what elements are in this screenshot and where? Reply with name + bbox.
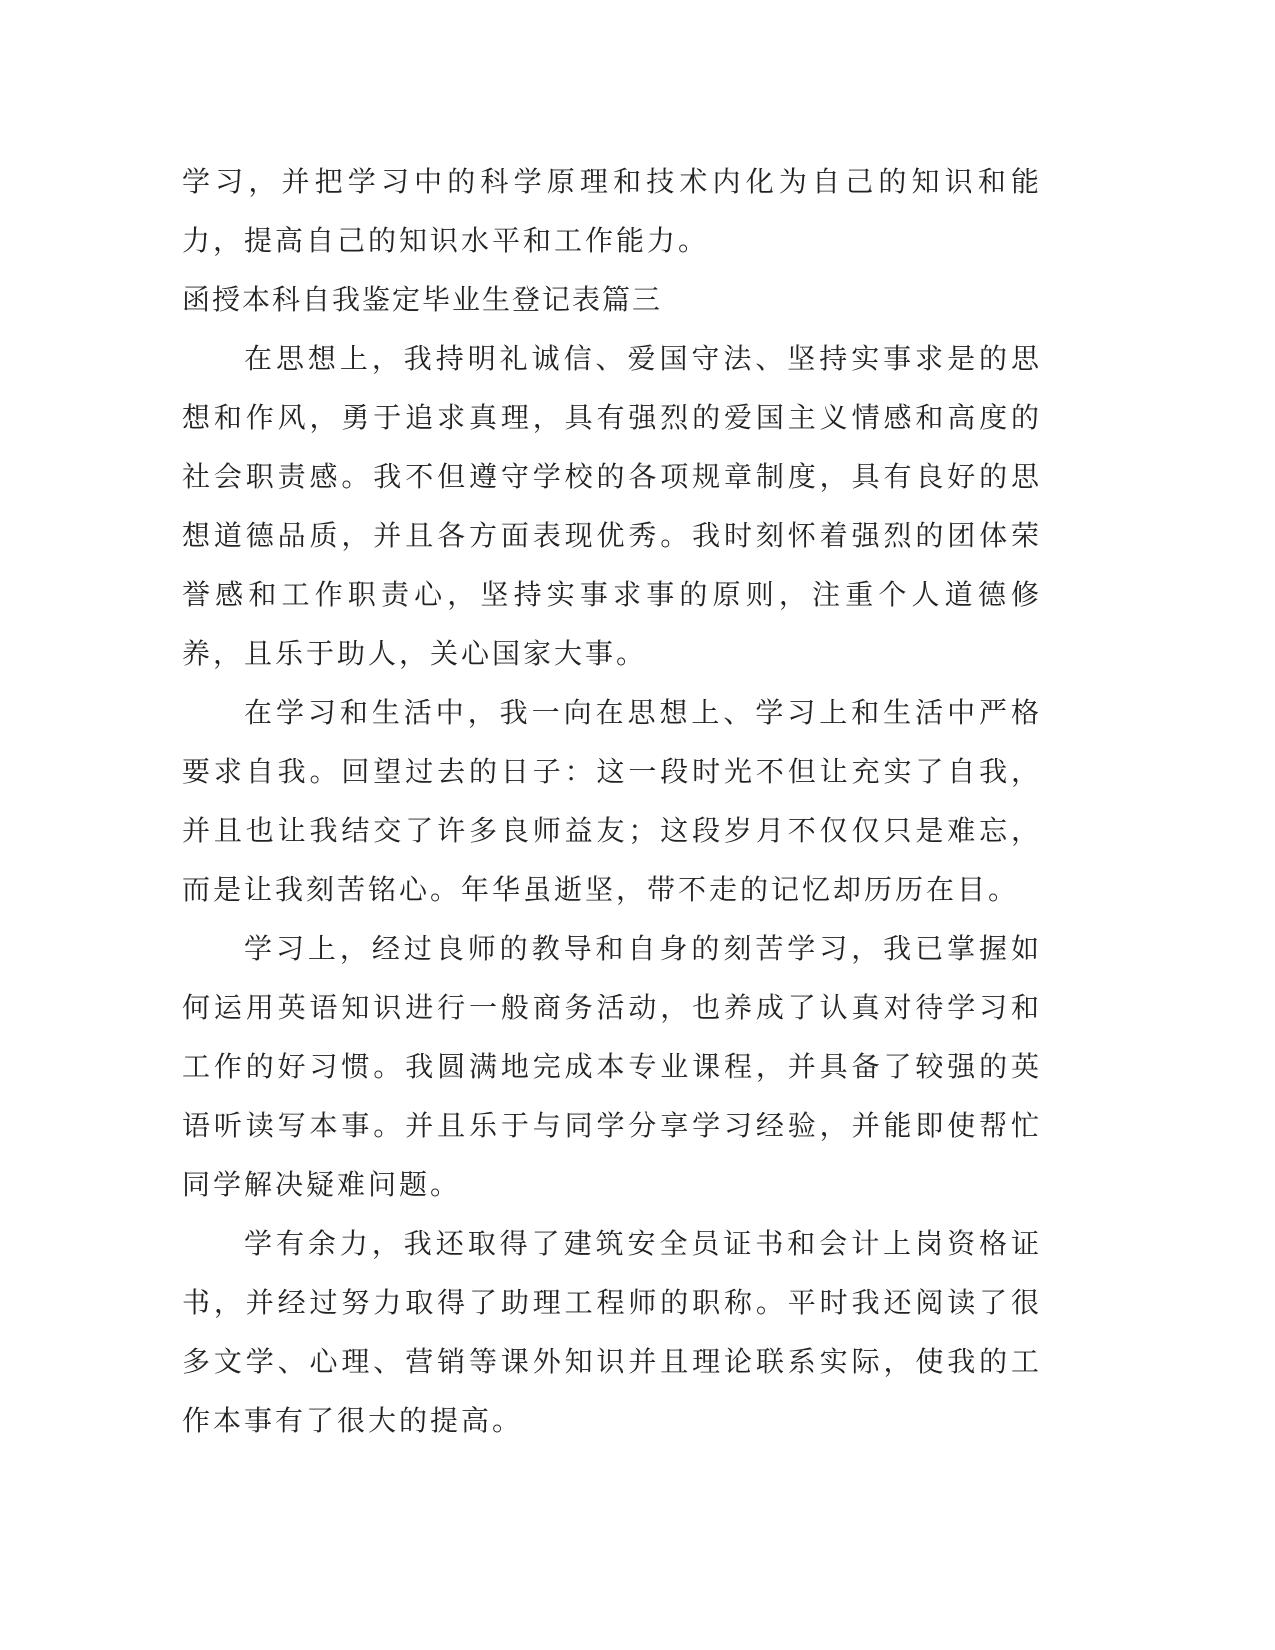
paragraph-extra: 学有余力，我还取得了建筑安全员证书和会计上岗资格证书，并经过努力取得了助理工程师的职称。平时我还阅读了很多文学、心理、营销等课外知识并且理论联系实际，使我的工作本事有了很大的提高。 [182,1227,1042,1437]
section-heading: 函授本科自我鉴定毕业生登记表篇三 [182,283,663,316]
paragraph-continuation: 学习，并把学习中的科学原理和技术内化为自己的知识和能力，提高自己的知识水平和工作能力。 [182,165,1042,257]
document-body [182,152,1042,1450]
paragraph-thought: 在思想上，我持明礼诚信、爱国守法、坚持实事求是的思想和作风，勇于追求真理，具有强烈的爱国主义情感和高度的社会职责感。我不但遵守学校的各项规章制度，具有良好的思想道德品质，并且各方面表现优秀。我时刻怀着强烈的团体荣誉感和工作职责心，坚持实事求事的原则，注重个人道德修养，且乐于助人，关心国家大事。 [182,342,1042,670]
paragraph-study: 学习上，经过良师的教导和自身的刻苦学习，我已掌握如何运用英语知识进行一般商务活动，也养成了认真对待学习和工作的好习惯。我圆满地完成本专业课程，并具备了较强的英语听读写本事。并且乐于与同学分享学习经验，并能即使帮忙同学解决疑难问题。 [182,932,1042,1201]
paragraph-life: 在学习和生活中，我一向在思想上、学习上和生活中严格要求自我。回望过去的日子：这一段时光不但让充实了自我，并且也让我结交了许多良师益友；这段岁月不仅仅只是难忘，而是让我刻苦铭心。年华虽逝坚，带不走的记忆却历历在目。 [182,696,1042,906]
